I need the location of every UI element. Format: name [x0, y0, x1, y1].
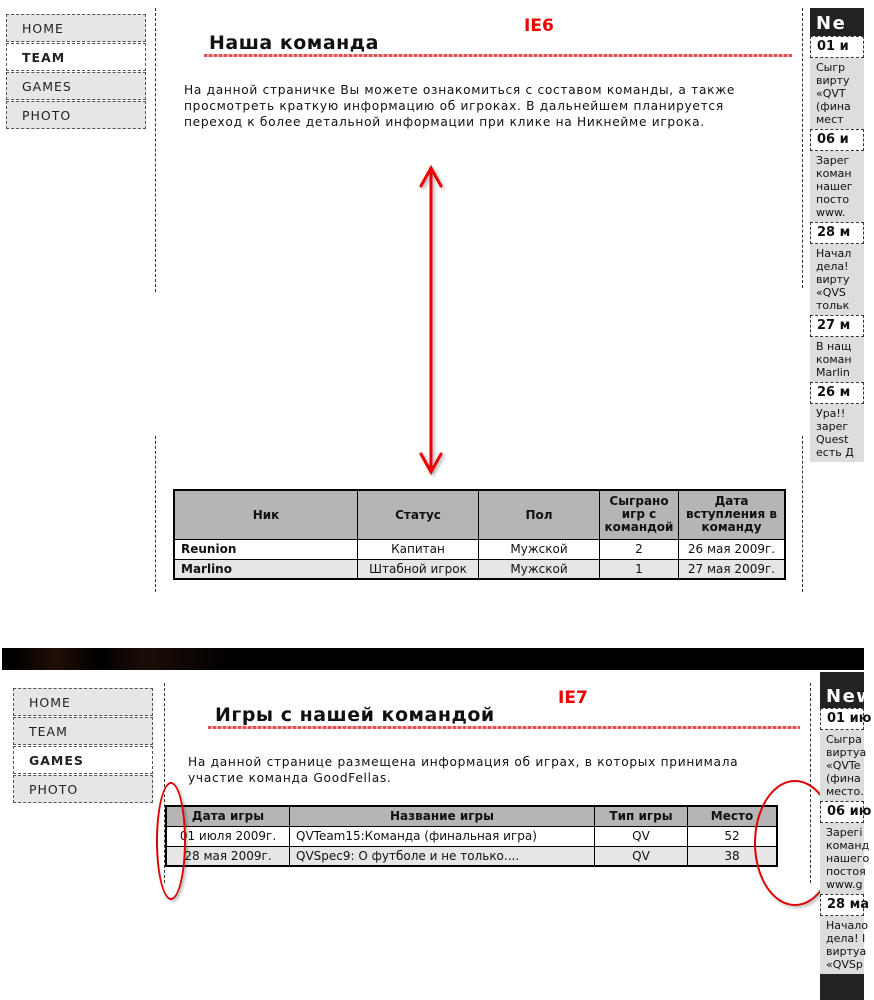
table-cell: 01 июля 2009г.	[166, 826, 290, 846]
col-games-played: Сыграно игр с командой	[600, 490, 679, 539]
news-line: www.g	[826, 878, 863, 891]
news-item-body	[810, 244, 864, 315]
ie7-nav	[13, 688, 153, 803]
news-line: Начало	[826, 919, 869, 932]
news-item-body	[810, 404, 864, 462]
header-decoration	[12, 648, 232, 670]
ie7-games-table	[165, 805, 778, 867]
table-cell: Мужской	[479, 559, 600, 579]
ie7-nav-photo[interactable]: PHOTO	[13, 775, 153, 803]
ie6-nav-home[interactable]: HOME	[6, 14, 146, 42]
news-line: «QVTe	[826, 759, 861, 772]
news-item-date[interactable]: 26 м	[810, 382, 864, 404]
news-item-body	[820, 730, 867, 801]
news-list	[810, 36, 864, 462]
news-line: есть Д	[816, 446, 854, 459]
ie6-left-divider-top	[155, 8, 156, 292]
ie6-nav	[6, 14, 146, 129]
news-item-date[interactable]: 01 и	[810, 36, 864, 58]
table-cell: QV	[595, 826, 688, 846]
news-line: дела! I	[826, 932, 866, 945]
ie7-title-underline	[208, 726, 800, 729]
ie6-team-table	[173, 489, 786, 580]
news-line: посто	[816, 193, 850, 206]
news-item-date[interactable]: 01 ию	[820, 708, 864, 730]
col-join-date: Дата вступления в команду	[679, 490, 786, 539]
news-item-date[interactable]: 27 м	[810, 315, 864, 337]
news-item-body	[820, 916, 869, 974]
news-line: (фина	[826, 772, 861, 785]
news-line: Зарег	[816, 154, 850, 167]
table-cell: 26 мая 2009г.	[679, 539, 786, 559]
news-line: нашего	[826, 852, 870, 865]
table-cell: 38	[688, 846, 778, 866]
news-item-body	[810, 151, 864, 222]
ie7-nav-home[interactable]: HOME	[13, 688, 153, 716]
col-game-date: Дата игры	[166, 806, 290, 826]
table-cell: Штабной игрок	[358, 559, 479, 579]
game-name-link[interactable]: QVTeam15:Команда (финальная игра)	[290, 826, 595, 846]
ie7-page-title: Игры с нашей командой	[215, 704, 495, 726]
game-name-link[interactable]: QVSpec9: О футболе и не только....	[290, 846, 595, 866]
news-line: (фина	[816, 100, 851, 113]
news-line: место.	[826, 785, 864, 798]
news-item-date[interactable]: 28 ма	[820, 894, 864, 916]
table-cell: Капитан	[358, 539, 479, 559]
col-game-type: Тип игры	[595, 806, 688, 826]
table-header-row	[166, 806, 777, 826]
news-line: вирту	[816, 74, 850, 87]
news-item-date[interactable]: 06 ию	[820, 801, 864, 823]
ie6-title-underline	[204, 54, 792, 57]
news-line: постоя	[826, 865, 866, 878]
news-line: коман	[816, 353, 852, 366]
news-line: вирту	[816, 273, 850, 286]
ie7-intro-text: На данной странице размещена информация об играх, в которых принимала участие команда GoodFellas.	[188, 755, 739, 785]
news-line: мест	[816, 113, 844, 126]
ie6-right-divider-bottom	[802, 436, 803, 592]
news-line: «QVSp	[826, 958, 863, 971]
double-arrow-icon	[416, 162, 450, 480]
news-item-date[interactable]: 06 и	[810, 129, 864, 151]
news-item-body	[810, 337, 864, 382]
news-heading: Ne	[816, 13, 847, 34]
table-row	[174, 559, 785, 579]
news-line: www.	[816, 206, 846, 219]
ie7-nav-games[interactable]: GAMES	[13, 746, 153, 774]
news-line: зарег	[816, 420, 849, 433]
news-line: виртуа	[826, 945, 867, 958]
news-item-body	[820, 823, 870, 894]
ie6-left-divider-bottom	[155, 436, 156, 592]
table-cell: 27 мая 2009г.	[679, 559, 786, 579]
col-game-name: Название игры	[290, 806, 595, 826]
news-heading: New	[826, 686, 874, 707]
left-highlight-ellipse-icon	[156, 782, 186, 900]
news-line: Сыгр	[816, 61, 846, 74]
news-line: коман	[816, 167, 852, 180]
news-line: нашег	[816, 180, 853, 193]
table-cell: 2	[600, 539, 679, 559]
table-row	[174, 539, 785, 559]
table-header-row	[174, 490, 785, 539]
news-line: тольк	[816, 299, 850, 312]
table-row	[166, 846, 777, 866]
col-place: Место	[688, 806, 778, 826]
news-list	[820, 708, 872, 974]
ie6-nav-games[interactable]: GAMES	[6, 72, 146, 100]
ie6-intro-text: На данной страничке Вы можете ознакомиться с составом команды, а также просмотреть краткую информацию об игроках. В дальнейшем планируется переход к более детальной информации при клике на Никнейме игрока.	[184, 83, 736, 129]
news-line: Quest	[816, 433, 849, 446]
news-line: «QVT	[816, 87, 846, 100]
ie7-nav-team[interactable]: TEAM	[13, 717, 153, 745]
ie7-header-bar	[2, 648, 864, 670]
news-line: Зарегі	[826, 826, 863, 839]
ie6-browser-label: IE6	[524, 16, 554, 36]
col-status: Статус	[358, 490, 479, 539]
news-line: В нащ	[816, 340, 852, 353]
table-cell: 1	[600, 559, 679, 579]
news-line: Начал	[816, 247, 852, 260]
table-cell: 28 мая 2009г.	[166, 846, 290, 866]
news-line: «QVS	[816, 286, 846, 299]
player-nick-link[interactable]: Reunion	[174, 539, 358, 559]
news-line: Сыгра	[826, 733, 862, 746]
ie6-news-panel	[810, 8, 864, 460]
player-nick-link[interactable]: Marlino	[174, 559, 358, 579]
ie6-nav-team[interactable]: TEAM	[6, 43, 146, 71]
ie7-news-panel	[820, 672, 874, 1000]
table-row	[166, 826, 777, 846]
table-cell: 52	[688, 826, 778, 846]
news-line: Marlin	[816, 366, 850, 379]
news-line: команд	[826, 839, 870, 852]
news-line: Ура!!	[816, 407, 846, 420]
ie7-browser-label: IE7	[558, 688, 588, 708]
ie6-page-title: Наша команда	[209, 32, 379, 54]
ie6-nav-photo[interactable]: PHOTO	[6, 101, 146, 129]
ie6-right-divider-top	[802, 8, 803, 288]
col-nick: Ник	[174, 490, 358, 539]
news-item-body	[810, 58, 864, 129]
table-cell: Мужской	[479, 539, 600, 559]
news-item-date[interactable]: 28 м	[810, 222, 864, 244]
news-line: дела!	[816, 260, 849, 273]
table-cell: QV	[595, 846, 688, 866]
news-line: виртуа	[826, 746, 867, 759]
col-gender: Пол	[479, 490, 600, 539]
